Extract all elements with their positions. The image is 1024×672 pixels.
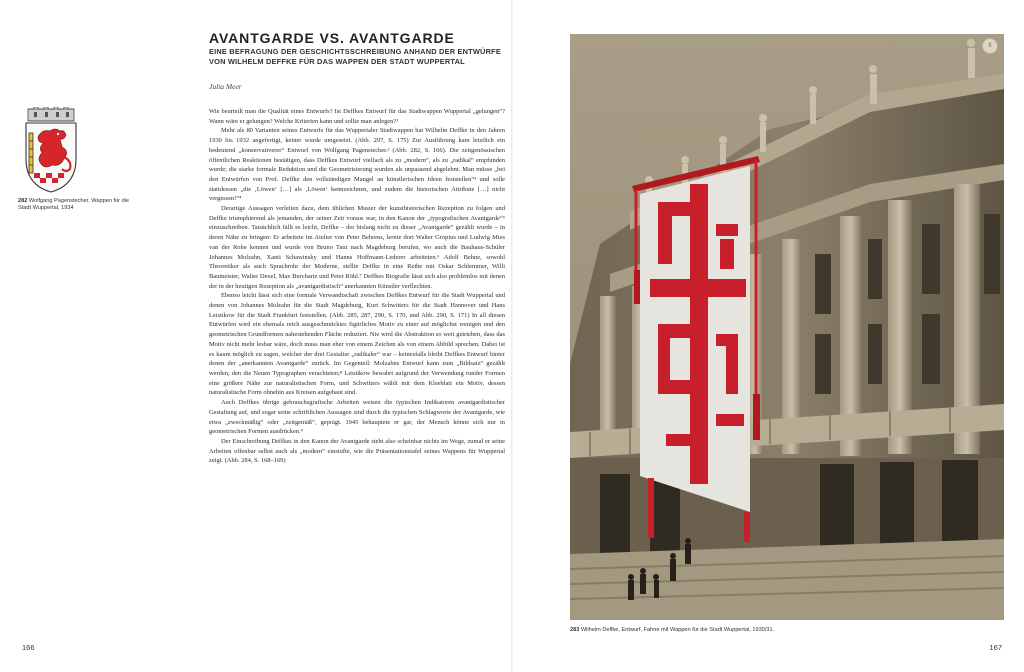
page-gutter <box>511 0 513 672</box>
mural-crown <box>28 107 74 121</box>
body-paragraph: Auch Deffkes übrige gebrauchsgrafische Arbeiten weisen die typischen Indikatoren avantgardistischer Gestaltung auf, und sogar seine schriftlichen Aussagen sind durch die typischen Schlagworte der Avantgarde, wie etwa „zweckmäßig“ oder „zeitgemäß“, geprägt. 1945 behauptete er gar, der Mensch könne sich nur in geometrischen Formen ausdrücken.⁹ <box>209 399 505 436</box>
page-number-right: 167 <box>989 643 1002 652</box>
body-paragraph: Derartige Aussagen verleiten dazu, dem üblichen Muster der kunsthistorischen Rezeption zu folgen und Deffke triumphierend als jemanden, der seiner Zeit voraus war, in den Kanon der „typografischen Avantgarde“⁵ einzuschreiben. Tatsächlich fällt es leicht, Deffke – der bislang nicht zu dieser „Avantgarde“ gezählt wurde – in deren Nähe zu bringen: Er arbeitete im Atelier von Peter Behrens, lernte dort Walter Gropius und Ludwig Mies van der Rohe kennen und wurde von Bruno Taut nach Magdeburg berufen, wo auch die Bauhaus-Schüler Johannes Molzahn, Xanti Schawinsky und Hanns Hoffmann-Lederer arbeiteten.⁶ Adolf Behne, sowohl Theoretiker als auch Sprachrohr der Moderne, stellte Deffke in eine Reihe mit Oskar Schlemmer, Willi Baumeister, Walter Dexel, Max Burchartz und Peter Röhl.⁷ Deffkes Biografie lässt sich also problemlos mit denen der in der heutigen Rezeption als „avantgardistisch“ anerkannten Künstler verflechten. <box>209 205 505 290</box>
town-hall-photo <box>570 34 1004 620</box>
lion-figure <box>38 129 67 167</box>
body-paragraph: Mehr als 80 Varianten seines Entwurfs für das Wuppertaler Stadtwappen hat Wilhelm Deffke in den Jahren 1930 bis 1932 angefertigt, keiner wurde umgesetzt. (Abb. 297, S. 175) Zur Ausführung kam letztlich ein bedeutend „konservativerer“ Entwurf von Wolfgang Pagenstecher.² (Abb. 282, S. 166). Die zeitgenössischen öffentlichen Reaktionen bestätigen, dass Deffkes Entwurf vielfach als zu „modern“, als zu „radikal“ empfunden wurde; die starke formale Reduktion und die Geometrisierung wurden als unpassend abgelehnt. Man müsse „bei den Entwürfen von Prof. Deffke den vollständigen Mangel an künstlerischen Ideen feststellen“³ und solle stattdessen „die ‚Löwen‘ […] als ‚Löwen‘ kennzeichnen, und zudem die historischen Attribute […] nicht vergessen!“⁴ <box>209 127 505 203</box>
figure-caption-right-text: Wilhelm Deffke, Entwurf, Fahne mit Wappen für die Stadt Wuppertal, 1930/31. <box>580 627 775 633</box>
article-body <box>209 107 505 637</box>
figure-number-right: 283 <box>570 627 580 633</box>
wappen-banner <box>632 156 760 542</box>
figure-caption-right <box>570 627 774 633</box>
figure-caption-left-text: Wolfgang Pagenstecher, Wappen für die Stadt Wuppertal, 1934 <box>18 198 130 212</box>
page-marker-badge: II <box>982 38 998 54</box>
body-paragraph: Ebenso leicht lässt sich eine formale Verwandtschaft zwischen Deffkes Entwurf für die Stadt Wuppertal und denen von Johannes Molzahn für die Stadt Magdeburg, Kurt Schwitters für die Stadt Hannover und Hans Leistikow für die Stadt Frankfurt feststellen. (Abb. 285, 287, 290, S. 170, und Abb. 290, S. 171) In all diesen Entwürfen wird ein ehemals reich ausgeschmücktes figürliches Motiv zu einer auf möglichst wenigen und den geometrischen Grundformen nahestehenden Fläche reduziert. Nie wird die Abstraktion so weit getrieben, dass das Motiv nicht mehr lesbar wäre, doch muss man eher von einem Zeichen als von einem Abbild sprechen. Dabei ist es kaum möglich zu sagen, welcher der drei Gestalter „radikaler“ war – keinesfalls bleibt Deffkes Entwurf hinter denen der „anerkannten Avantgarde“ zurück. Im Gegenteil: Molzahns Entwurf kann zum „Bildsatz“ gezählt werden, den die Neuen Typographen verachteten;⁸ Leistikow bewahrt aufgrund der Verwendung runder Formen eine größere Nähe zur naturalistischen Form, und Schwitters wählt mit dem Kleeblatt ein Motiv, dessen naturalistische Form ohnehin aus Kreisen aufgebaut sind. <box>209 292 505 397</box>
article-subtitle: EINE BEFRAGUNG DER GESCHICHTSSCHREIBUNG ANHAND DER ENTWÜRFE VON WILHELM DEFFKE FÜR DAS WAPPEN DER STADT WUPPERTAL <box>209 47 501 66</box>
coat-of-arms-image <box>20 107 82 193</box>
ladder-attribute <box>29 133 33 173</box>
body-paragraph: Der Einschreibung Deffkes in den Kanon der Avantgarde steht also scheinbar nichts im Wege, zumal er seine Arbeiten offenbar selbst auch als „modern“ einstufte, wie die Präsentationstafel seines Wappens für Wuppertal zeigt. (Abb. 284, S. 168–169) <box>209 437 505 465</box>
article-author: Julia Meer <box>209 82 242 91</box>
figure-caption-left <box>18 198 138 212</box>
body-paragraph: Wie beurteilt man die Qualität eines Entwurfs? Ist Deffkes Entwurf für das Stadtwappen Wuppertal „gelungen“? Wann wäre er gelungen? Welche Kriterien kann und sollte man anlegen?¹ <box>209 108 505 125</box>
article-title: AVANTGARDE VS. AVANTGARDE <box>209 30 455 46</box>
page-number-left: 166 <box>22 643 35 652</box>
figure-number-left: 282 <box>18 198 28 204</box>
